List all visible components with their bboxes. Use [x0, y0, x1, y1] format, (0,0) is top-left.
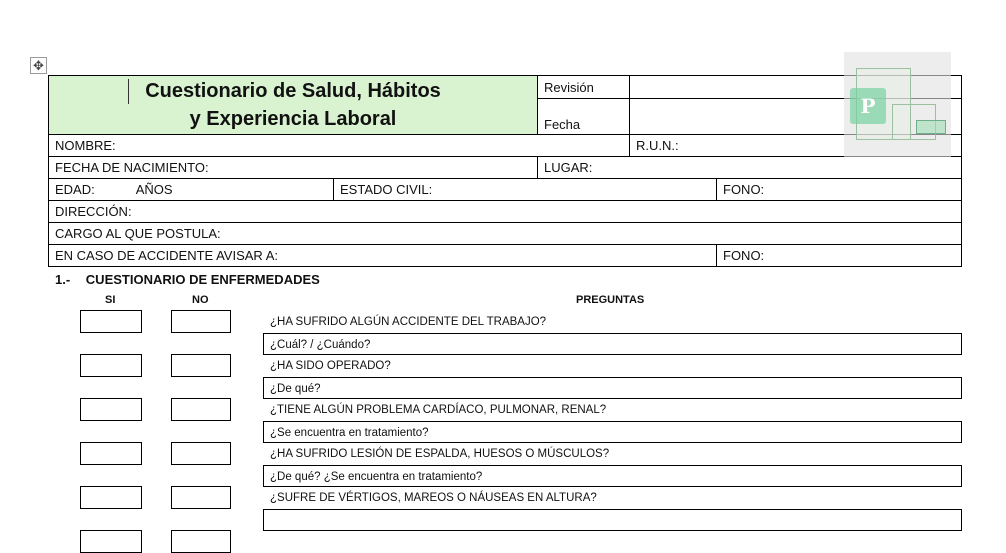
anos-label: AÑOS [135, 182, 173, 197]
follow-up-label: ¿Cuál? / ¿Cuándo? [270, 339, 371, 351]
fecha-nacimiento-label: FECHA DE NACIMIENTO: [55, 160, 209, 175]
edad-label: EDAD: [55, 182, 95, 197]
nombre-field[interactable] [48, 134, 630, 157]
follow-up-field[interactable] [263, 509, 962, 531]
checkbox-no[interactable] [171, 354, 231, 377]
checkbox-si[interactable] [80, 398, 142, 421]
lugar-field[interactable] [537, 156, 962, 179]
checkbox-si[interactable] [80, 354, 142, 377]
question-text: ¿HA SIDO OPERADO? [270, 360, 391, 372]
run-label: R.U.N.: [636, 138, 679, 153]
section-number: 1.- [55, 272, 71, 287]
cargo-field[interactable] [48, 222, 962, 245]
fecha-label: Fecha [537, 98, 630, 135]
follow-up-field[interactable] [263, 333, 962, 355]
column-header-no: NO [192, 294, 209, 306]
column-header-si: SI [105, 294, 116, 306]
checkbox-si[interactable] [80, 530, 142, 553]
follow-up-field[interactable] [263, 421, 962, 443]
planillas-logo: P [844, 52, 951, 157]
checkbox-si[interactable] [80, 486, 142, 509]
checkbox-no[interactable] [171, 486, 231, 509]
section-title: CUESTIONARIO DE ENFERMEDADES [85, 272, 320, 287]
document-title [48, 75, 538, 135]
follow-up-label: ¿Se encuentra en tratamiento? [270, 427, 429, 439]
fono-contacto-label: FONO: [723, 248, 765, 263]
question-text: ¿HA SUFRIDO LESIÓN DE ESPALDA, HUESOS O MÚSCULOS? [270, 448, 610, 460]
fono-field[interactable] [716, 178, 962, 201]
checkbox-no[interactable] [171, 310, 231, 333]
text-cursor [128, 79, 129, 104]
follow-up-field[interactable] [263, 465, 962, 487]
checkbox-no[interactable] [171, 398, 231, 421]
revision-label: Revisión [537, 75, 630, 99]
cargo-label: CARGO AL QUE POSTULA: [55, 226, 221, 241]
nombre-label: NOMBRE: [55, 138, 116, 153]
section-heading [55, 272, 320, 287]
checkbox-no[interactable] [171, 530, 231, 553]
question-text: ¿HA SUFRIDO ALGÚN ACCIDENTE DEL TRABAJO? [270, 316, 547, 328]
follow-up-label: ¿De qué? [270, 383, 321, 395]
edad-field[interactable] [48, 178, 334, 201]
table-move-handle-icon[interactable]: ✥ [30, 57, 47, 74]
follow-up-field[interactable] [263, 377, 962, 399]
column-header-preguntas: PREGUNTAS [576, 294, 645, 306]
title-line-2: y Experiencia Laboral [189, 108, 397, 130]
checkbox-si[interactable] [80, 442, 142, 465]
question-text: ¿SUFRE DE VÉRTIGOS, MAREOS O NÁUSEAS EN ALTURA? [270, 492, 597, 504]
checkbox-no[interactable] [171, 442, 231, 465]
estado-civil-label: ESTADO CIVIL: [340, 182, 433, 197]
title-line-1: Cuestionario de Salud, Hábitos [145, 80, 441, 102]
direccion-field[interactable] [48, 200, 962, 223]
fecha-nacimiento-field[interactable] [48, 156, 538, 179]
contacto-accidente-field[interactable] [48, 244, 717, 267]
lugar-label: LUGAR: [544, 160, 593, 175]
fono-contacto-field[interactable] [716, 244, 962, 267]
fono-label: FONO: [723, 182, 765, 197]
contacto-accidente-label: EN CASO DE ACCIDENTE AVISAR A: [55, 248, 278, 263]
checkbox-si[interactable] [80, 310, 142, 333]
estado-civil-field[interactable] [333, 178, 717, 201]
direccion-label: DIRECCIÓN: [55, 204, 132, 219]
follow-up-label: ¿De qué? ¿Se encuentra en tratamiento? [270, 471, 483, 483]
question-text: ¿TIENE ALGÚN PROBLEMA CARDÍACO, PULMONAR, RENAL? [270, 404, 607, 416]
